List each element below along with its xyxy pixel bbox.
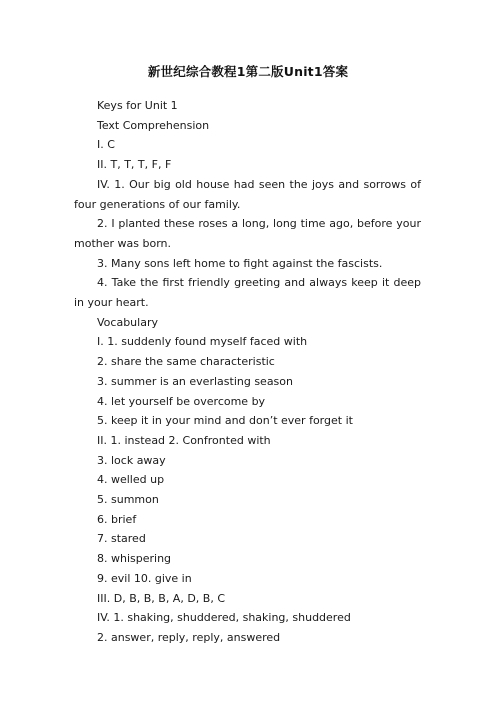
answer-line: 4. welled up xyxy=(97,473,165,487)
answer-line: II. 1. instead 2. Confronted with xyxy=(97,433,271,447)
answer-line: 5. summon xyxy=(97,493,159,507)
answer-line: I. 1. suddenly found myself faced with xyxy=(97,335,308,349)
answer-line: 2. answer, reply, reply, answered xyxy=(97,630,281,644)
section-heading: Vocabulary xyxy=(97,315,158,329)
answer-line: IV. 1. shaking, shuddered, shaking, shuddered xyxy=(97,611,351,625)
answer-line: 3. lock away xyxy=(97,453,166,467)
section-heading: Text Comprehension xyxy=(97,118,210,132)
answer-line: I. C xyxy=(97,138,115,152)
section-heading: Keys for Unit 1 xyxy=(97,99,178,112)
answer-line: 4. let yourself be overcome by xyxy=(97,394,266,408)
answer-paragraph: IV. 1. Our big old house had seen the joys and sorrows of four generations of our family. xyxy=(74,177,421,211)
answer-line: 8. whispering xyxy=(97,552,172,566)
answer-line: 2. share the same characteristic xyxy=(97,355,275,369)
answer-line: 3. summer is an everlasting season xyxy=(97,374,293,388)
answer-line: 6. brief xyxy=(97,512,137,526)
answer-line: 9. evil 10. give in xyxy=(97,571,192,585)
answer-line: 5. keep it in your mind and don’t ever forget it xyxy=(97,414,353,428)
answer-content xyxy=(74,96,421,648)
answer-paragraph: 4. Take the first friendly greeting and always keep it deep in your heart. xyxy=(74,276,421,310)
answer-line: 3. Many sons left home to fight against the fascists. xyxy=(97,256,383,270)
answer-line: III. D, B, B, B, A, D, B, C xyxy=(97,591,226,605)
page-title: 新世纪综合教程1第二版Unit1答案 xyxy=(147,64,349,79)
answer-line: 7. stared xyxy=(97,532,146,546)
answer-paragraph: 2. I planted these roses a long, long time ago, before your mother was born. xyxy=(74,217,421,250)
answer-line: II. T, T, T, F, F xyxy=(97,158,172,172)
